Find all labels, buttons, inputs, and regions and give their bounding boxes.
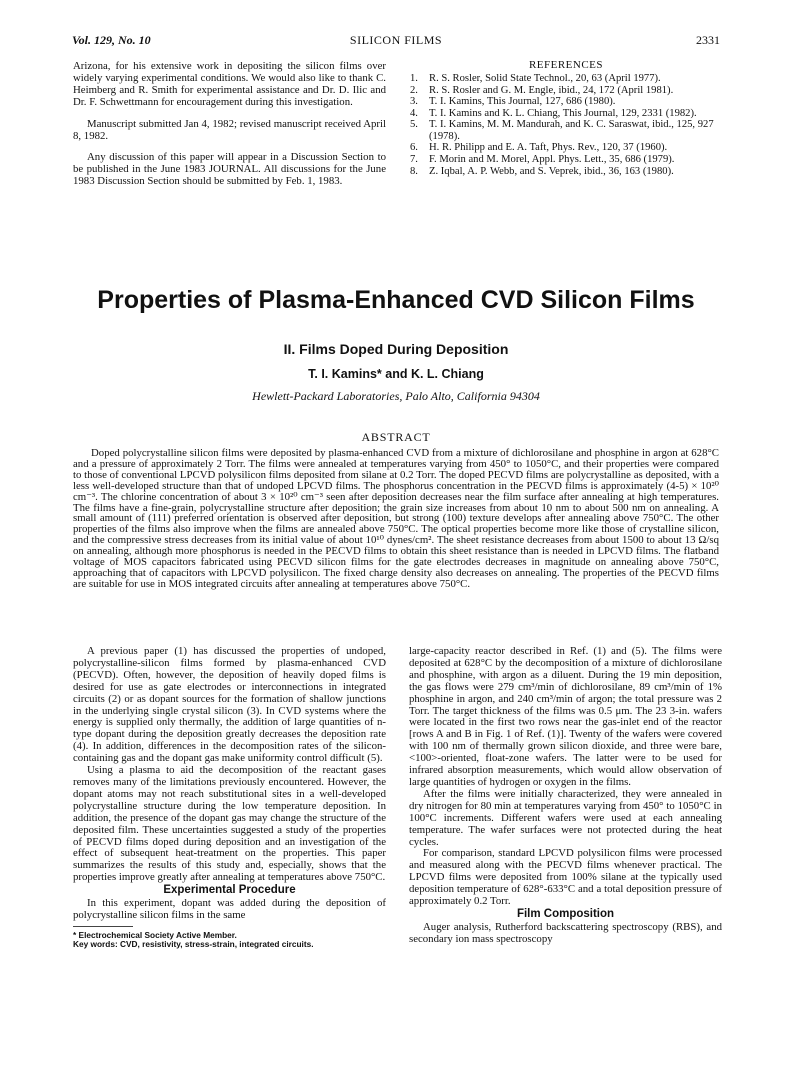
- article-title: Properties of Plasma-Enhanced CVD Silicon Films: [97, 286, 695, 314]
- references-list: [410, 73, 722, 177]
- reference-item: [410, 166, 722, 178]
- intro-paragraph-1: A previous paper (1) has discussed the properties of undoped, polycrystalline-silicon films formed by plasma-enhanced CVD (PECVD). Often, however, the deposition of heavily doped films is desired for use as gate electrodes or interconnections in integrated circuits (2) or as dopant sources for the formation of shallow junctions in the underlying single crystal silicon (3). In CVD systems where the energy is supplied only thermally, the addition of large quantities of n-type dopant during the deposition greatly decreases the deposition rate (4). In addition, differences in the decomposition rates of the silicon-containing gas and the dopant gas make uniformity control difficult (5).: [73, 645, 386, 765]
- composition-paragraph-1: Auger analysis, Rutherford backscattering spectroscopy (RBS), and secondary ion mass spectroscopy: [409, 920, 722, 945]
- reference-text: R. S. Rosler, Solid State Technol., 20, 63 (April 1977).: [429, 72, 661, 84]
- reference-text: T. I. Kamins, This Journal, 127, 686 (1980).: [429, 96, 616, 108]
- section-heading-experimental: Experimental Procedure: [163, 884, 296, 897]
- reference-item: [410, 108, 722, 120]
- manuscript-dates: Manuscript submitted Jan 4, 1982; revised manuscript received April 8, 1982.: [73, 117, 386, 142]
- reference-number: 1.: [410, 72, 418, 84]
- section-heading-composition: Film Composition: [516, 907, 615, 920]
- reference-number: 7.: [410, 154, 418, 166]
- experimental-paragraph-2: large-capacity reactor described in Ref. (1) and (5). The films were deposited at 628°C by the decomposition of a mixture of dichlorosilane and phosphine, with argon as a diluent. During the 19 min deposition, the gas flows were 279 cm³/min of dichlorosilane, 89 cm³/min of 1% phosphine in argon, and 240 cm³/min of argon; the total pressure was 2 Torr. The target thickness of the films was 0.5 μm. The 23 3-in. wafers were located in the first two rows near the gas-inlet end of the reactor [rows A and B in Fig. 1 of Ref. (1)]. Twenty of the wafers were covered with 100 nm of thermally grown silicon dioxide, and three were bare, <100>-oriented, float-zone wafers. The latter were to be used for infrared absorption measurements, which would allow observation of large quantities of hydrogen or oxygen in the films.: [409, 645, 722, 788]
- reference-text: F. Morin and M. Morel, Appl. Phys. Lett., 35, 686 (1979).: [429, 154, 675, 166]
- abstract-text: Doped polycrystalline silicon films were deposited by plasma-enhanced CVD from a mixture of dichlorosilane and phosphine in argon at 628°C and a pressure of approximately 2 Torr. The films were annealed at temperatures varying from 450° to 1050°C, and their properties were compared to those of conventional LPCVD polysilicon films deposited from silane at 0.2 Torr. The doped PECVD films are polycrystalline as deposited, with a less well-developed structure than that of undoped LPCVD films. The phosphorus concentration in the PECVD films is approximately (4-5) × 10²⁰ cm⁻³. The chlorine concentration of about 3 × 10²⁰ cm⁻³ seen after deposition decreases near the film surface after annealing at high temperatures. The films have a fine-grain, polycrystalline structure after deposition; the grain size increases from about 10 nm to about 500 nm on annealing. A small amount of (111) preferred orientation is observed after deposition, but strong (100) texture develops after annealing above 750°C. The other properties of the films also improve when the films are annealed above 750°C. The optical properties become more like those of crystalline silicon, and the compressive stress decreases from its initial value of about 10¹⁰ dynes/cm². The sheet resistance decreases from about 1500 to about 13 Ω/sq on annealing, although more phosphorus is needed in the PECVD films to obtain this sheet resistance than is needed in LPCVD films. The flatband voltage of MOS capacitors fabricated using PECVD silicon films for the gate electrodes decreases in magnitude on annealing above 750°C, approaching that of capacitors with LPCVD polysilicon. The fixed charge density also decreases on annealing. The properties of the PECVD films are suitable for use in MOS integrated circuits after annealing at temperatures above 750°C.: [73, 447, 719, 590]
- body-left-column: [73, 646, 386, 950]
- footnote-divider: [73, 926, 133, 927]
- body-right-column: [409, 646, 722, 946]
- article-subtitle: II. Films Doped During Deposition: [283, 341, 509, 357]
- reference-item: [410, 154, 722, 166]
- reference-number: 8.: [410, 165, 418, 177]
- references-block: [410, 60, 722, 177]
- previous-paper-end: [73, 61, 386, 188]
- experimental-paragraph-1: In this experiment, dopant was added during the deposition of polycrystalline silicon films in the same: [73, 897, 386, 921]
- reference-number: 5.: [410, 119, 418, 131]
- footnote-keywords: Key words: CVD, resistivity, stress-strain, integrated circuits.: [73, 939, 314, 950]
- reference-number: 4.: [410, 107, 418, 119]
- experimental-paragraph-3: After the films were initially characterized, they were annealed in dry nitrogen for 80 min at temperatures varying from 450° to 1050°C in 100°C increments. Different wafers were used at each annealing temperature. The wafer surfaces were not protected during the heat cycles.: [409, 787, 722, 848]
- article-affiliation: Hewlett-Packard Laboratories, Palo Alto, California 94304: [252, 389, 540, 403]
- discussion-note: Any discussion of this paper will appear in a Discussion Section to be published in the June 1983 JOURNAL. All discussions for the June 1983 Discussion Section should be submitted by Feb. 1, 1983.: [73, 151, 386, 188]
- reference-text: T. I. Kamins and K. L. Chiang, This Journal, 129, 2331 (1982).: [429, 107, 697, 119]
- journal-volume: Vol. 129, No. 10: [72, 33, 151, 47]
- article-authors: T. I. Kamins* and K. L. Chiang: [308, 367, 484, 381]
- reference-item: [410, 85, 722, 97]
- intro-paragraph-2: Using a plasma to aid the decomposition of the reactant gases removes many of the limitations previously encountered. However, the dopant atoms may not reach substitutional sites in a well-developed polycrystalline structure during the low temperature deposition. In addition, the presence of the dopant gas may change the structure of the deposited film. These uncertainties suggested a study of the properties of PECVD films doped during deposition and an investigation of the effect of subsequent heat-treatment on the properties. This paper summarizes the results of this study and, especially, shows that the properties improve greatly after annealing at temperatures above 750°C.: [73, 764, 386, 884]
- abstract-heading: ABSTRACT: [361, 430, 431, 444]
- acknowledgment-text: Arizona, for his extensive work in depositing the silicon films over widely varying experimental conditions. We would also like to thank C. Heimberg and R. Smith for experimental assistance and Dr. D. Ilic and Dr. F. Schwettmann for encouragement during this investigation.: [73, 60, 386, 108]
- references-heading: REFERENCES: [528, 59, 604, 71]
- reference-number: 2.: [410, 84, 418, 96]
- reference-number: 6.: [410, 142, 418, 154]
- reference-text: H. R. Philipp and E. A. Taft, Phys. Rev., 120, 37 (1960).: [429, 142, 668, 154]
- reference-text: T. I. Kamins, M. M. Mandurah, and K. C. Saraswat, ibid., 125, 927 (1978).: [429, 119, 714, 142]
- experimental-paragraph-4: For comparison, standard LPCVD polysilicon films were processed and measured along with the PECVD films whenever practical. The LPCVD films were deposited from 100% silane at the typically used deposition temperature of 628°-633°C and a total deposition pressure of approximately 0.2 Torr.: [409, 847, 722, 908]
- reference-item: [410, 142, 722, 154]
- reference-item: [410, 96, 722, 108]
- footnote-member: * Electrochemical Society Active Member.: [73, 929, 237, 940]
- page-number: 2331: [696, 33, 720, 47]
- running-title: SILICON FILMS: [349, 33, 443, 47]
- reference-text: Z. Iqbal, A. P. Webb, and S. Veprek, ibid., 36, 163 (1980).: [429, 165, 674, 177]
- reference-item: [410, 119, 722, 142]
- reference-number: 3.: [410, 96, 418, 108]
- reference-text: R. S. Rosler and G. M. Engle, ibid., 24, 172 (April 1981).: [429, 84, 674, 96]
- reference-item: [410, 73, 722, 85]
